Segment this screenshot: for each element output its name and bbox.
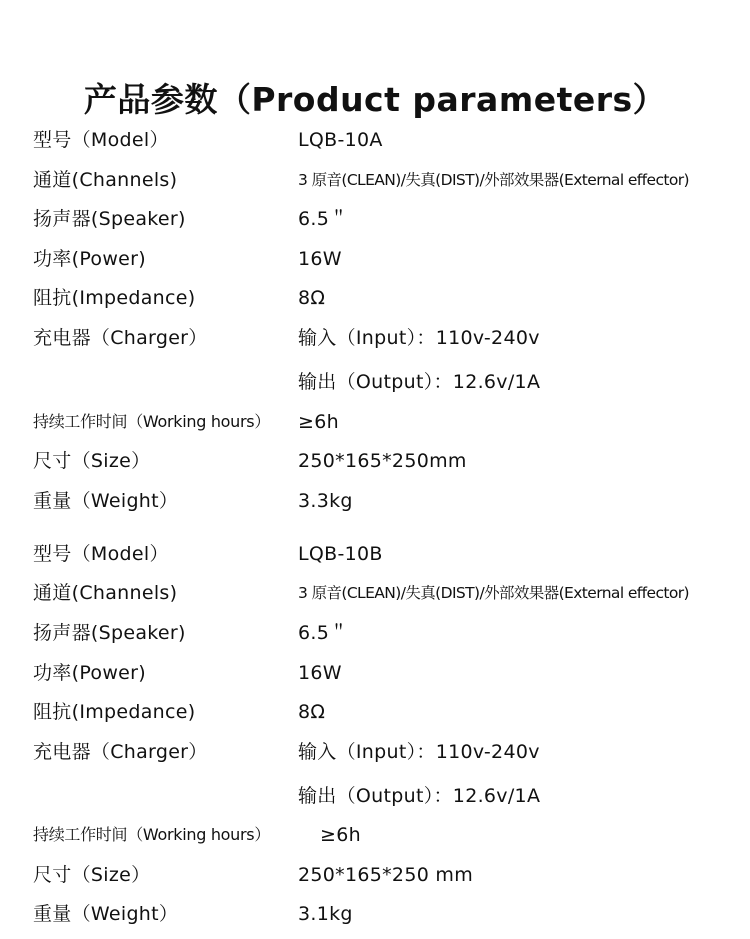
spec-row-charger-output [0,364,750,400]
spec-value: ≥6h [320,824,361,846]
spec-value: 输入（Input）：110v-240v [298,327,540,349]
spec-value: 250*165*250mm [298,450,467,472]
spec-value: 16W [298,662,342,684]
spec-value: 6.5＂ [298,208,349,230]
spec-label: 扬声器(Speaker) [33,208,186,230]
spec-value: ≥6h [298,411,339,433]
spec-value: 3.1kg [298,903,353,925]
spec-row-charger-output [0,778,750,814]
spec-value: 16W [298,248,342,270]
spec-row-impedance [0,280,750,316]
spec-value: LQB-10B [298,543,383,565]
spec-value: LQB-10A [298,129,383,151]
spec-row-power [0,655,750,691]
spec-row-channels [0,162,750,198]
spec-label: 重量（Weight） [33,490,179,512]
spec-row-working-hours [0,404,750,440]
spec-label: 型号（Model） [33,543,169,565]
spec-row-model [0,536,750,572]
spec-label: 功率(Power) [33,662,146,684]
spec-row-size [0,857,750,893]
spec-label: 充电器（Charger） [33,741,208,763]
spec-value: 6.5＂ [298,622,349,644]
spec-value: 输入（Input）：110v-240v [298,741,540,763]
spec-label: 阻抗(Impedance) [33,701,196,723]
spec-row-power [0,241,750,277]
spec-value: 3 原音(CLEAN)/失真(DIST)/外部效果器(External effector) [298,171,689,189]
spec-row-speaker [0,201,750,237]
spec-value: 8Ω [298,701,326,723]
spec-label: 重量（Weight） [33,903,179,925]
spec-label: 持续工作时间（Working hours） [33,825,271,844]
spec-row-working-hours [0,817,750,853]
spec-row-model [0,122,750,158]
spec-value: 3 原音(CLEAN)/失真(DIST)/外部效果器(External effector) [298,584,689,602]
page-title: 产品参数（Product parameters） [83,80,667,120]
spec-label: 通道(Channels) [33,169,178,191]
spec-row-speaker [0,615,750,651]
spec-label: 尺寸（Size） [33,864,151,886]
spec-label: 型号（Model） [33,129,169,151]
spec-value: 3.3kg [298,490,353,512]
spec-row-channels [0,575,750,611]
spec-label: 充电器（Charger） [33,327,208,349]
spec-label: 功率(Power) [33,248,146,270]
spec-value: 8Ω [298,287,326,309]
spec-label: 尺寸（Size） [33,450,151,472]
spec-row-impedance [0,694,750,730]
spec-label: 阻抗(Impedance) [33,287,196,309]
spec-row-weight [0,896,750,932]
spec-label: 持续工作时间（Working hours） [33,412,271,431]
spec-row-size [0,443,750,479]
spec-label: 通道(Channels) [33,582,178,604]
spec-value: 250*165*250 mm [298,864,474,886]
spec-value: 输出（Output）：12.6v/1A [298,371,541,393]
spec-row-charger-input [0,734,750,770]
spec-value: 输出（Output）：12.6v/1A [298,785,541,807]
spec-row-weight [0,483,750,519]
spec-row-charger-input [0,320,750,356]
spec-label: 扬声器(Speaker) [33,622,186,644]
